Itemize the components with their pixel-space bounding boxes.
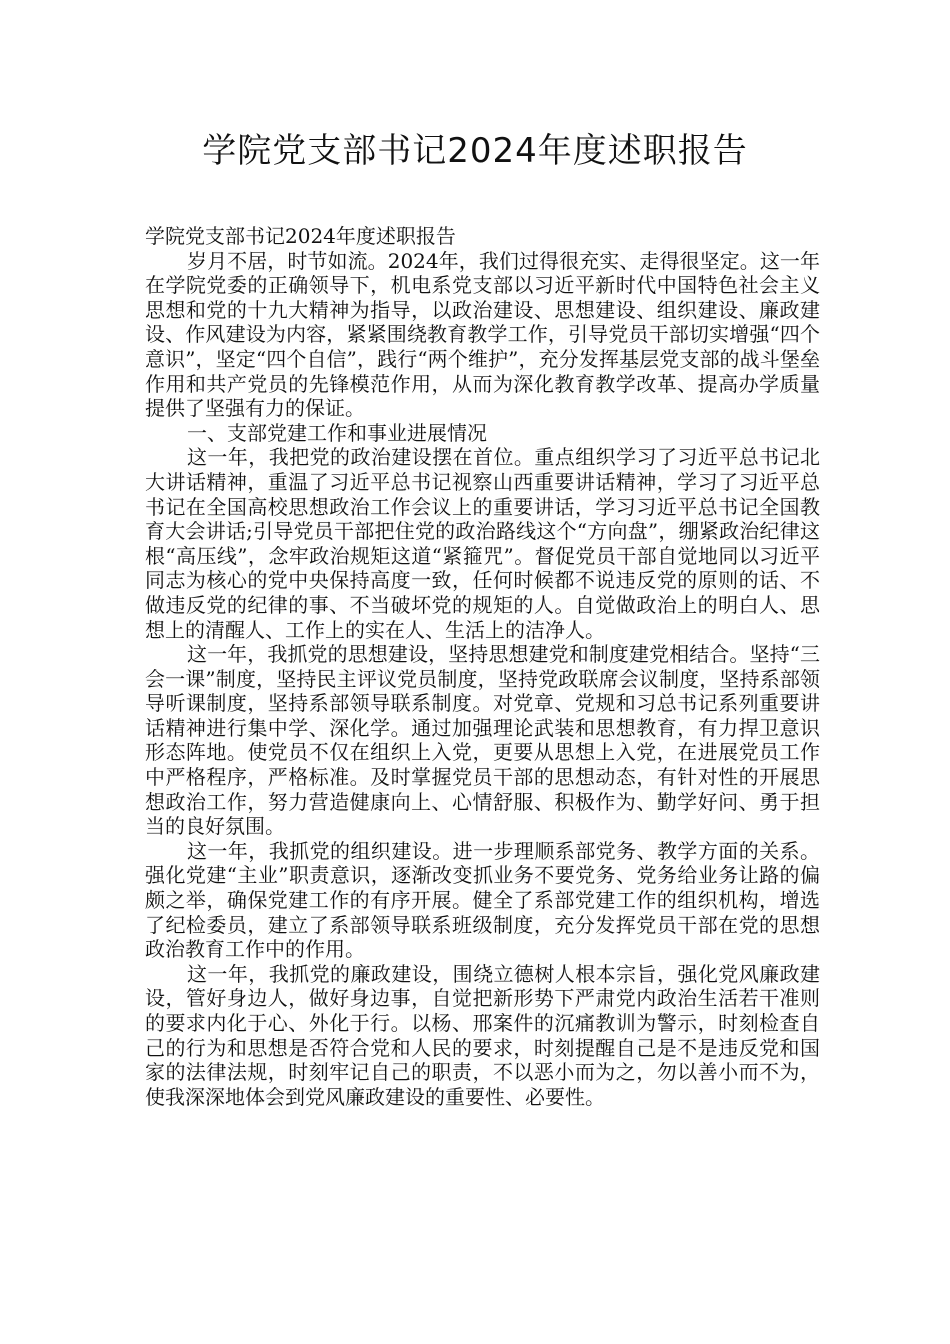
- paragraph-intro: 岁月不居，时节如流。2024年，我们过得很充实、走得很坚定。这一年在学院党委的正确领导下，机电系党支部以习近平新时代中国特色社会主义思想和党的十九大精神为指导，以政治建设、思想建设、组织建设、廉政建设、作风建设为内容，紧紧围绕教育教学工作，引导党员干部切实增强“四个意识”，坚定“四个自信”，践行“两个维护”，充分发挥基层党支部的战斗堡垒作用和共产党员的先锋模范作用，从而为深化教育教学改革、提高办学质量提供了坚强有力的保证。: [145, 248, 820, 421]
- paragraph-integrity-building: 这一年，我抓党的廉政建设，围绕立德树人根本宗旨，强化党风廉政建设，管好身边人，做好身边事，自觉把新形势下严肃党内政治生活若干准则的要求内化于心、外化于行。以杨、邢案件的沉痛教训为警示，时刻检查自己的行为和思想是否符合党和人民的要求，时刻提醒自己是不是违反党和国家的法律法规，时刻牢记自己的职责，不以恶小而为之，勿以善小而不为，使我深深地体会到党风廉政建设的重要性、必要性。: [145, 961, 820, 1109]
- paragraph-organizational-building: 这一年，我抓党的组织建设。进一步理顺系部党务、教学方面的关系。强化党建“主业”职责意识，逐渐改变抓业务不要党务、党务给业务让路的偏颇之举，确保党建工作的有序开展。健全了系部党建工作的组织机构，增选了纪检委员，建立了系部领导联系班级制度，充分发挥党员干部在党的思想政治教育工作中的作用。: [145, 838, 820, 962]
- section-heading: 一、支部党建工作和事业进展情况: [187, 420, 487, 445]
- document-body: [145, 224, 820, 1109]
- document-title: 学院党支部书记2024年度述职报告: [202, 131, 748, 171]
- paragraph-ideological-building: 这一年，我抓党的思想建设，坚持思想建党和制度建党相结合。坚持“三会一课”制度，坚持民主评议党员制度，坚持党政联席会议制度，坚持系部领导听课制度，坚持系部领导联系制度。对党章、党规和习总书记系列重要讲话精神进行集中学、深化学。通过加强理论武装和思想教育，有力捍卫意识形态阵地。使党员不仅在组织上入党，更要从思想上入党，在进展党员工作中严格程序，严格标准。及时掌握党员干部的思想动态，有针对性的开展思想政治工作，努力营造健康向上、心情舒服、积极作为、勤学好问、勇于担当的良好氛围。: [145, 642, 820, 839]
- paragraph-political-building: 这一年，我把党的政治建设摆在首位。重点组织学习了习近平总书记北大讲话精神，重温了习近平总书记视察山西重要讲话精神，学习了习近平总书记在全国高校思想政治工作会议上的重要讲话，学习习近平总书记全国教育大会讲话;引导党员干部把住党的政治路线这个“方向盘”，绷紧政治纪律这根“高压线”，念牢政治规矩这道“紧箍咒”。督促党员干部自觉地同以习近平同志为核心的党中央保持高度一致，任何时候都不说违反党的原则的话、不做违反党的纪律的事、不当破坏党的规矩的人。自觉做政治上的明白人、思想上的清醒人、工作上的实在人、生活上的洁净人。: [145, 445, 820, 642]
- paragraph-subtitle: 学院党支部书记2024年度述职报告: [145, 224, 456, 248]
